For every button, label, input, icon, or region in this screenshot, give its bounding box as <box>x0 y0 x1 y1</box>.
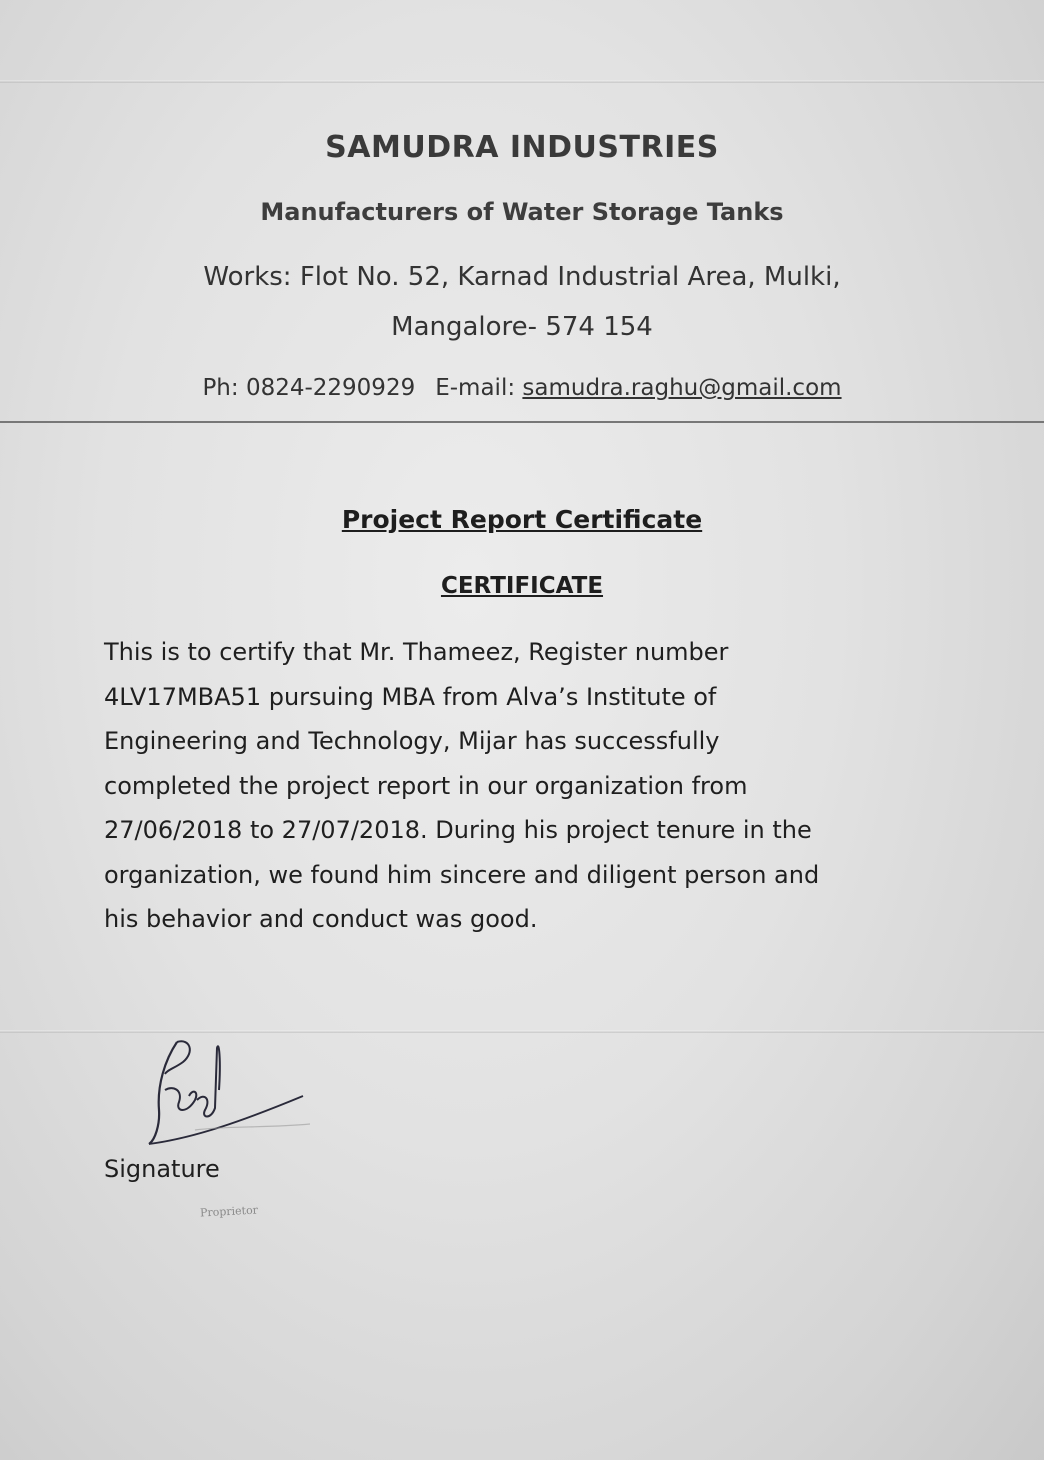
contact-line <box>0 375 1044 401</box>
handwritten-signature <box>135 1030 325 1154</box>
body-line: 4LV17MBA51 pursuing MBA from Alva’s Institute of <box>104 682 717 711</box>
stamp-text: Proprietor <box>199 1203 259 1220</box>
phone-number: Ph: 0824-2290929 <box>202 375 416 401</box>
email-address[interactable]: samudra.raghu@gmail.com <box>522 375 842 401</box>
certificate-body <box>104 630 904 942</box>
body-line: 27/06/2018 to 27/07/2018. During his project tenure in the <box>104 816 812 844</box>
email-label: E-mail: <box>435 375 516 401</box>
body-line: completed the project report in our organization from <box>104 771 748 800</box>
document-title: Project Report Certificate <box>341 505 703 534</box>
document-subtitle: CERTIFICATE <box>440 573 604 599</box>
body-line: Engineering and Technology, Mijar has successfully <box>104 727 720 755</box>
letterhead-divider <box>0 421 1044 423</box>
company-name: SAMUDRA INDUSTRIES <box>325 130 719 165</box>
body-line: organization, we found him sincere and diligent person and <box>104 860 820 889</box>
company-tagline: Manufacturers of Water Storage Tanks <box>260 198 784 226</box>
paper-crease <box>0 80 1044 83</box>
address-line-1: Works: Flot No. 52, Karnad Industrial Area, Mulki, <box>203 262 841 292</box>
body-line: This is to certify that Mr. Thameez, Register number <box>104 638 729 666</box>
signature-label: Signature <box>104 1155 220 1183</box>
address-line-2: Mangalore- 574 154 <box>391 312 653 342</box>
body-line: his behavior and conduct was good. <box>104 905 538 933</box>
